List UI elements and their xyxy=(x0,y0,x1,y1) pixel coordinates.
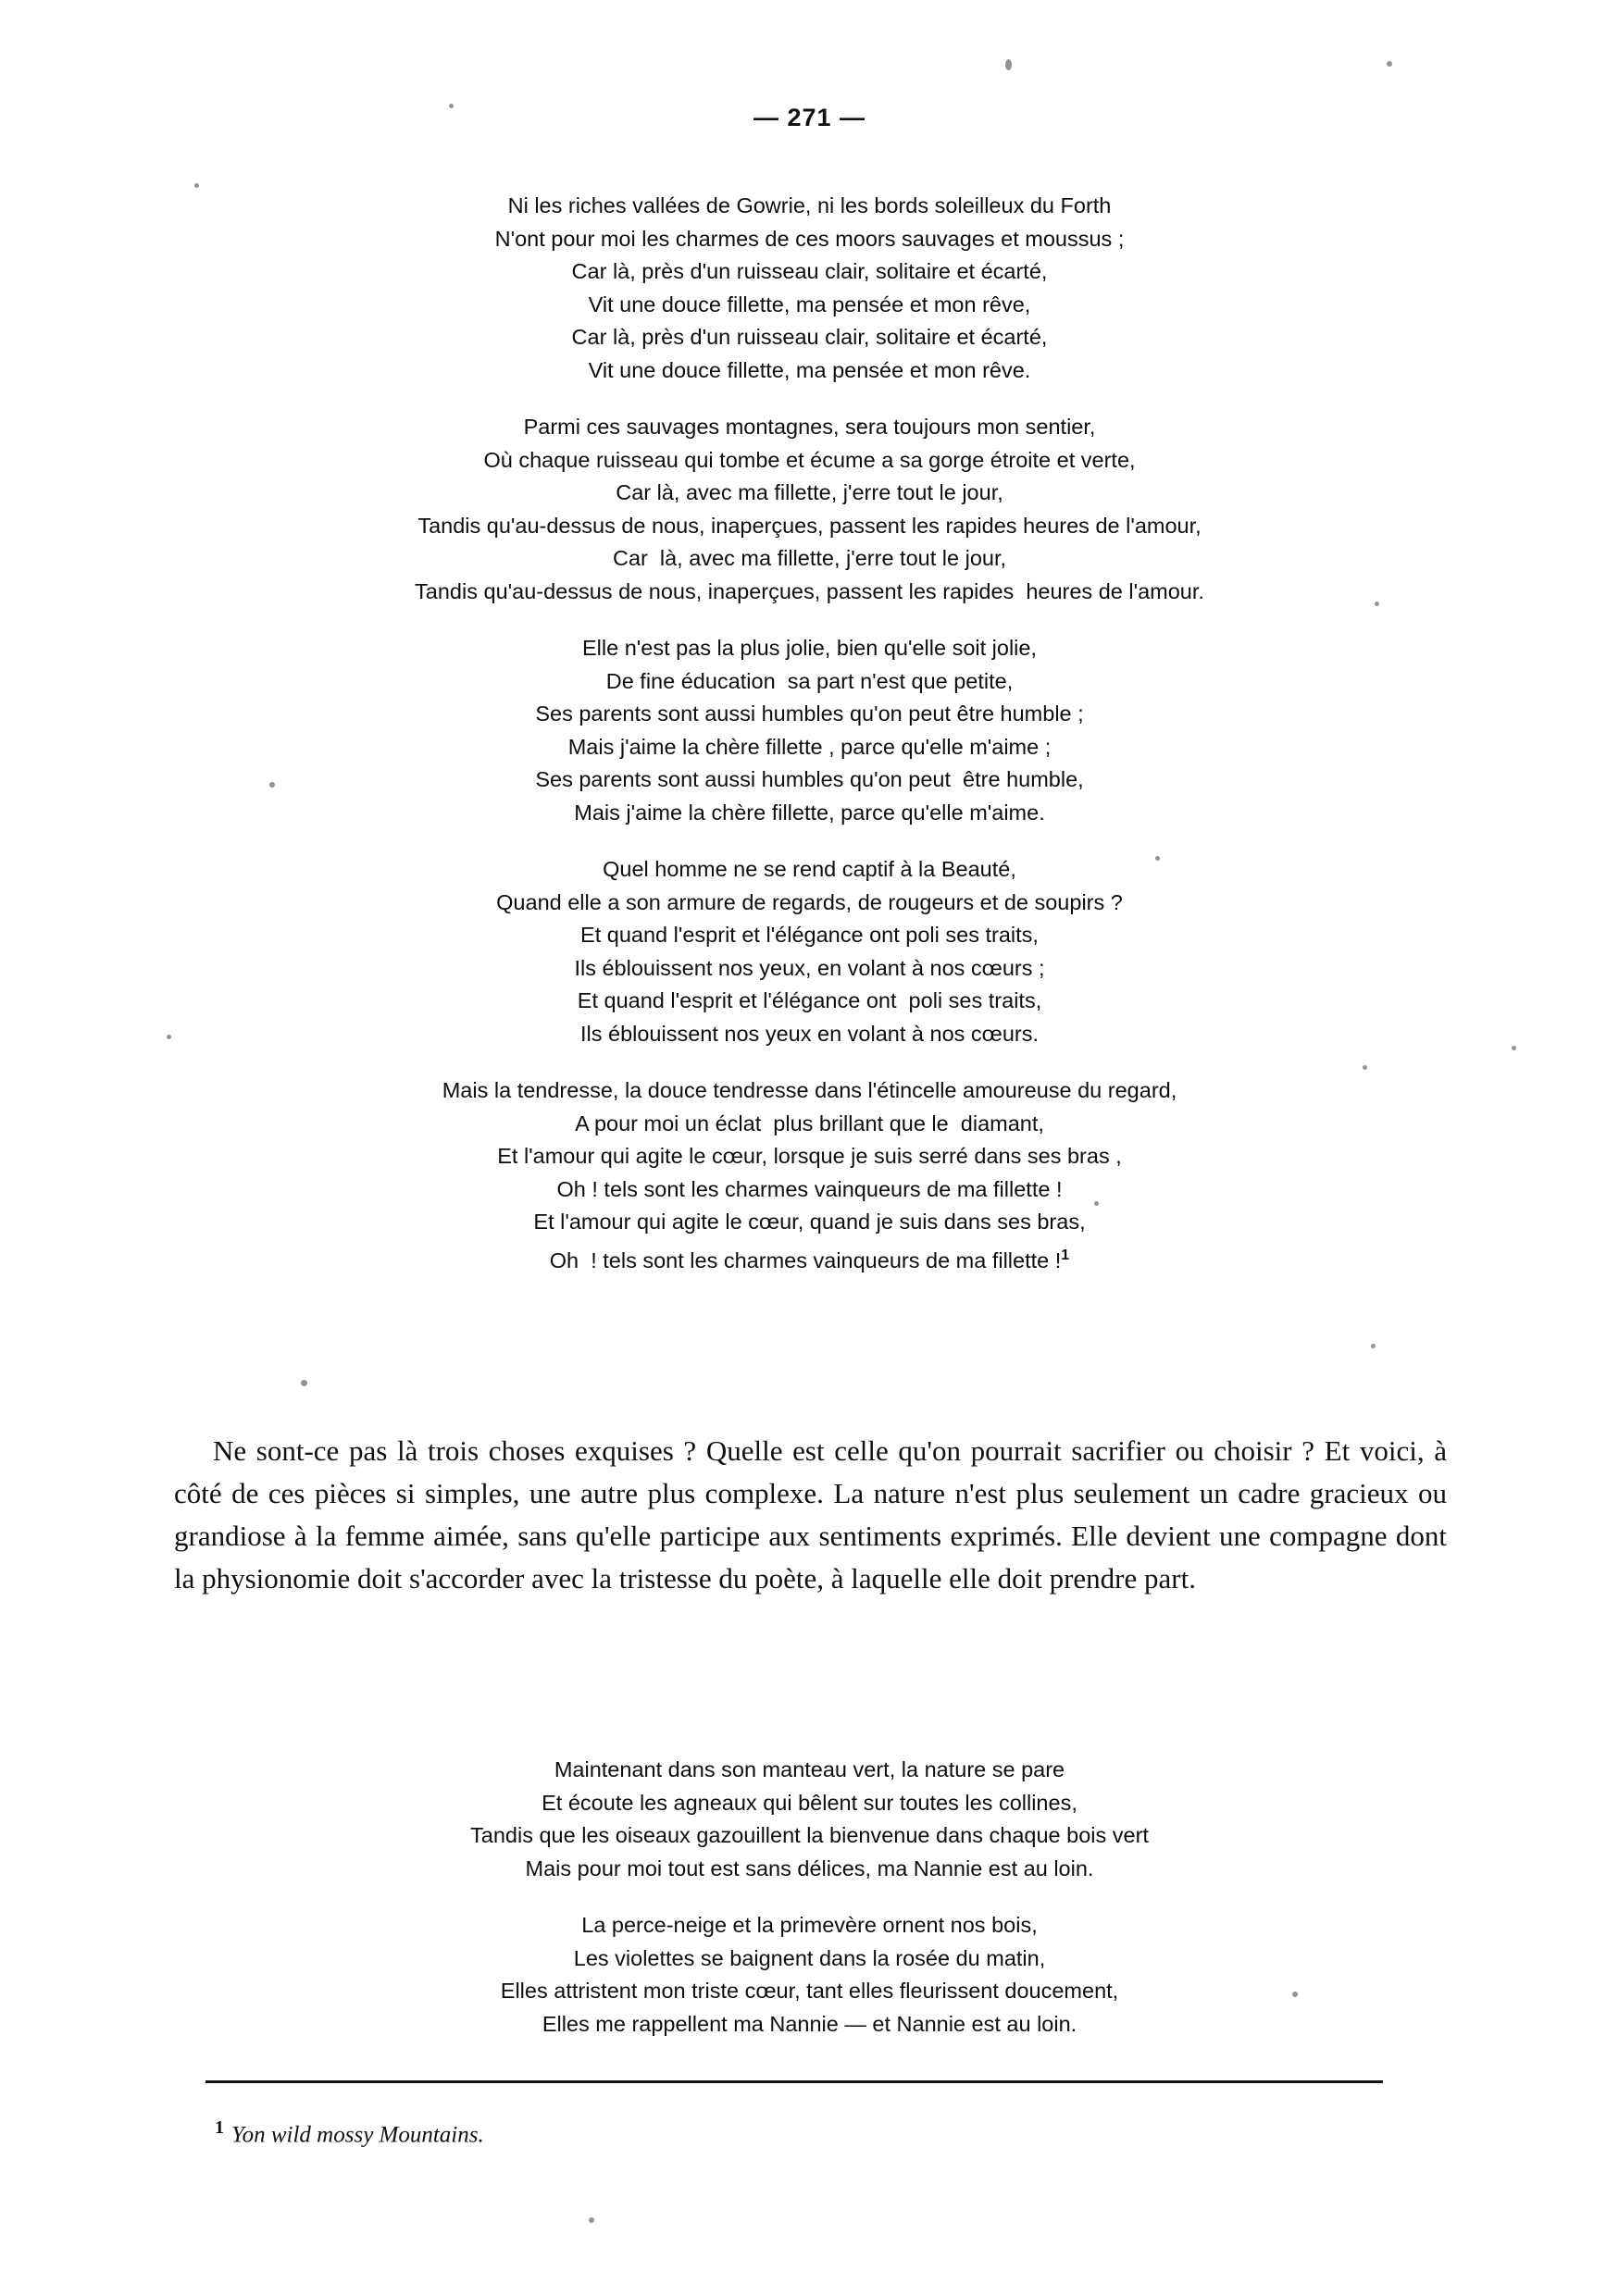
footnote xyxy=(215,2117,1326,2148)
scan-speck xyxy=(1371,1344,1376,1348)
poem-line-text: Oh ! tels sont les charmes vainqueurs de ma fillette ! xyxy=(549,1247,1062,1272)
poem-first xyxy=(0,190,1619,1301)
footnote-separator xyxy=(205,2080,1383,2083)
poem-stanza xyxy=(0,632,1619,829)
poem-stanza xyxy=(0,1074,1619,1277)
poem-second xyxy=(0,1754,1619,2065)
poem-line: Vit une douce fillette, ma pensée et mon rêve. xyxy=(588,357,1031,382)
poem-stanza xyxy=(0,411,1619,608)
poem-line: Et quand l'esprit et l'élégance ont poli ses traits, xyxy=(580,923,1039,947)
scan-speck xyxy=(194,183,199,188)
poem-line: Ses parents sont aussi humbles qu'on peut être humble, xyxy=(535,767,1084,791)
poem-stanza xyxy=(0,1754,1619,1885)
poem-line: Ils éblouissent nos yeux en volant à nos cœurs. xyxy=(579,1021,1040,1046)
poem-line: Parmi ces sauvages montagnes, sera toujours mon sentier, xyxy=(523,415,1096,439)
scan-speck xyxy=(1387,61,1392,67)
poem-line: Car là, avec ma fillette, j'erre tout le jour, xyxy=(616,480,1003,504)
prose-paragraph-block xyxy=(174,1430,1447,1600)
scan-speck xyxy=(1005,59,1012,70)
poem-line: Car là, près d'un ruisseau clair, solitaire et écarté, xyxy=(571,325,1048,349)
poem-line: Mais j'aime la chère fillette , parce qu'elle m'aime ; xyxy=(567,734,1052,759)
footnote-text: Yon wild mossy Mountains. xyxy=(231,2122,484,2148)
poem-line: Quand elle a son armure de regards, de rougeurs et de soupirs ? xyxy=(496,889,1123,914)
prose-paragraph: Ne sont-ce pas là trois choses exquises ? Quelle est celle qu'on pourrait sacrifier ou choisir ? Et voici, à côté de ces pièces si simples, une autre plus complexe. La nature n'est plus seulement un cadre gracieux ou grandiose à la femme aimée, sans qu'elle participe aux sentiments exprimés. Elle devient une compagne dont la physionomie doit s'accorder avec la tristesse du poète, à laquelle elle doit prendre part. xyxy=(174,1434,1447,1595)
poem-line: Où chaque ruisseau qui tombe et écume a sa gorge étroite et verte, xyxy=(483,447,1136,472)
poem-stanza xyxy=(0,190,1619,387)
poem-line: Elle n'est pas la plus jolie, bien qu'elle soit jolie, xyxy=(581,636,1037,660)
poem-line: Car là, avec ma fillette, j'erre tout le jour, xyxy=(612,546,1007,570)
poem-stanza xyxy=(0,1909,1619,2041)
poem-stanza xyxy=(0,853,1619,1050)
scan-speck xyxy=(589,2217,594,2223)
poem-line: Quel homme ne se rend captif à la Beauté, xyxy=(603,857,1016,881)
poem-line: Et l'amour qui agite le cœur, lorsque je suis serré dans ses bras , xyxy=(497,1144,1122,1168)
page-number: — 271 — xyxy=(753,104,866,131)
poem-line: De fine éducation sa part n'est que petite, xyxy=(605,668,1014,693)
poem-line: Maintenant dans son manteau vert, la nature se pare xyxy=(554,1757,1065,1781)
poem-line: Mais j'aime la chère fillette, parce qu'elle m'aime. xyxy=(574,800,1045,825)
poem-line: Oh ! tels sont les charmes vainqueurs de ma fillette ! xyxy=(556,1176,1063,1201)
poem-line: Elles me rappellent ma Nannie — et Nannie est au loin. xyxy=(542,2011,1077,2036)
poem-line: N'ont pour moi les charmes de ces moors sauvages et moussus ; xyxy=(494,226,1125,251)
poem-line: Tandis qu'au-dessus de nous, inaperçues, passent les rapides heures de l'amour. xyxy=(415,578,1204,603)
poem-line: Tandis que les oiseaux gazouillent la bienvenue dans chaque bois vert xyxy=(470,1823,1149,1847)
poem-line: Les violettes se baignent dans la rosée du matin, xyxy=(573,1945,1046,1970)
poem-line: Vit une douce fillette, ma pensée et mon rêve, xyxy=(588,292,1031,316)
poem-line: A pour moi un éclat plus brillant que le diamant, xyxy=(575,1111,1044,1136)
footnote-marker: 1 xyxy=(215,2117,224,2138)
poem-line: Et quand l'esprit et l'élégance ont poli ses traits, xyxy=(577,988,1042,1012)
poem-line: Elles attristent mon triste cœur, tant elles fleurissent doucement, xyxy=(500,1979,1119,2003)
scan-speck xyxy=(301,1380,307,1386)
poem-line-with-footnote xyxy=(0,1239,1619,1277)
poem-line: Mais la tendresse, la douce tendresse dans l'étincelle amoureuse du regard, xyxy=(442,1078,1177,1102)
poem-line: Et écoute les agneaux qui bêlent sur toutes les collines, xyxy=(542,1790,1077,1815)
poem-line: Car là, près d'un ruisseau clair, solitaire et écarté, xyxy=(571,259,1048,283)
poem-line: Mais pour moi tout est sans délices, ma Nannie est au loin. xyxy=(525,1855,1094,1880)
poem-line: Ses parents sont aussi humbles qu'on peut être humble ; xyxy=(535,701,1084,726)
poem-line: Ils éblouissent nos yeux, en volant à nos cœurs ; xyxy=(574,955,1045,980)
poem-line: Ni les riches vallées de Gowrie, ni les bords soleilleux du Forth xyxy=(507,193,1112,217)
poem-line: La perce-neige et la primevère ornent nos bois, xyxy=(581,1913,1038,1937)
footnote-reference[interactable]: 1 xyxy=(1061,1247,1070,1263)
poem-line: Tandis qu'au-dessus de nous, inaperçues, passent les rapides heures de l'amour, xyxy=(417,513,1202,538)
poem-line: Et l'amour qui agite le cœur, quand je suis dans ses bras, xyxy=(533,1210,1086,1234)
